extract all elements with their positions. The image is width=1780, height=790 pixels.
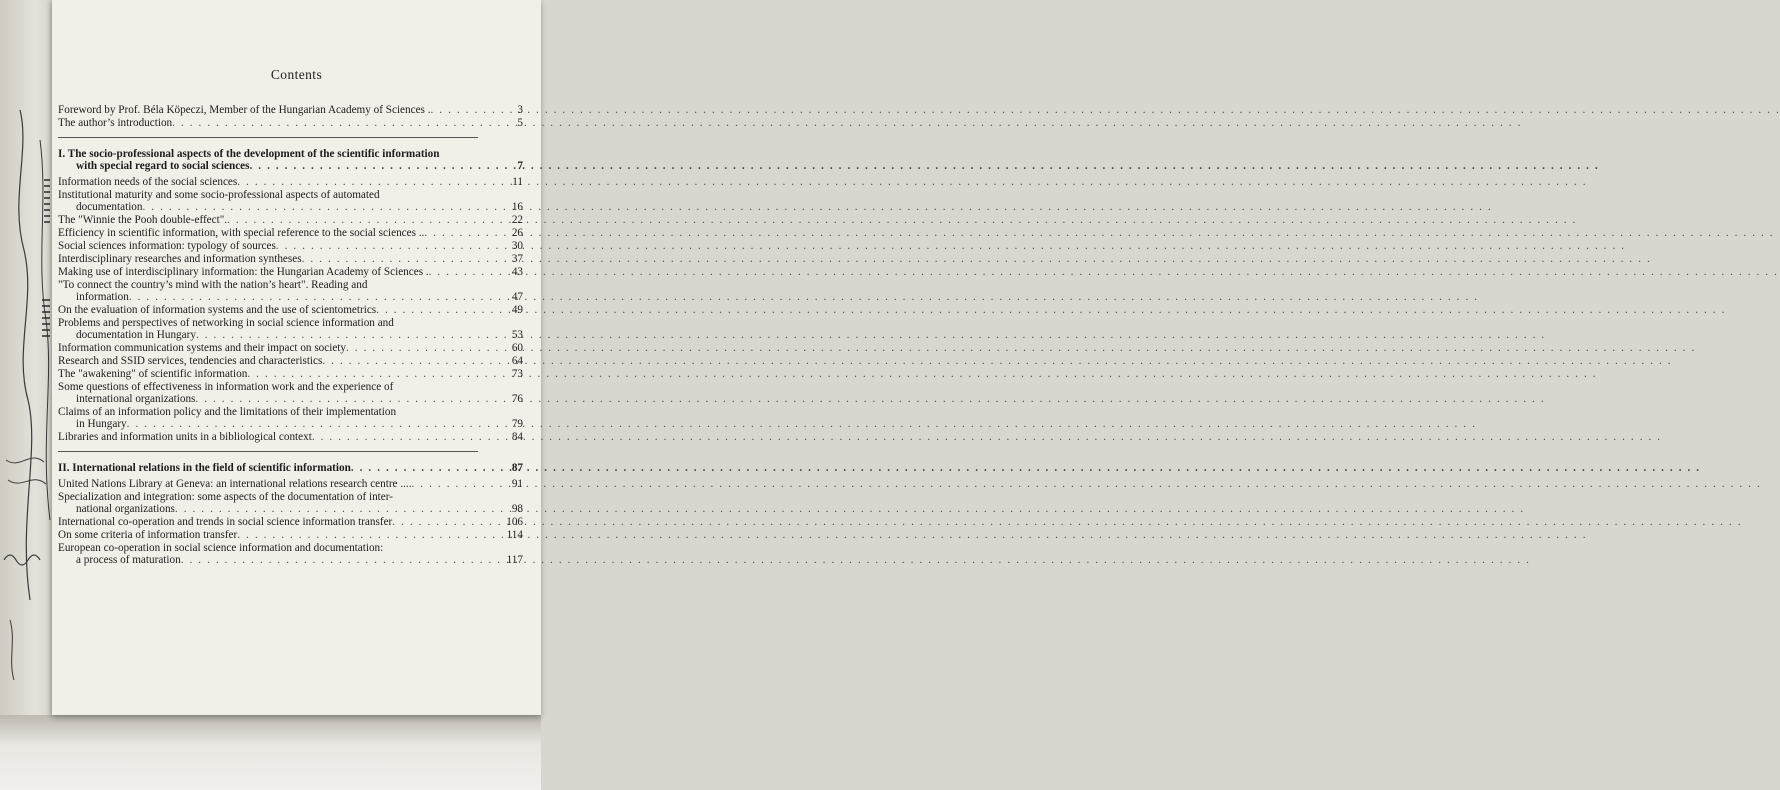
page-number: 49 — [511, 304, 523, 316]
leader-dots — [143, 201, 1493, 213]
page-number: 53 — [511, 329, 523, 341]
toc-entry — [58, 240, 523, 252]
leader-dots — [376, 304, 1726, 316]
leader-dots — [237, 176, 1587, 188]
page-number: 73 — [511, 368, 523, 380]
leader-dots — [392, 516, 1742, 528]
section-title — [58, 148, 523, 172]
leader-dots — [249, 160, 1599, 172]
leader-dots — [195, 393, 1545, 405]
toc-entry — [58, 355, 523, 367]
page-number: 87 — [511, 462, 523, 474]
page-number: 117 — [506, 554, 523, 566]
toc-entry-text: Foreword by Prof. Béla Köpeczi, Member of the Hungarian Academy of Sciences . — [58, 104, 431, 116]
toc-entry-text: The author’s introduction — [58, 117, 173, 129]
divider — [58, 137, 478, 138]
toc-entry-text: a process of maturation — [76, 554, 181, 566]
section-title — [58, 462, 523, 474]
toc-entry — [58, 516, 523, 528]
toc-entry-text: II. International relations in the field of scientific information — [58, 462, 351, 474]
leader-dots — [431, 104, 1780, 116]
page-number: 7 — [517, 160, 523, 172]
page-number: 47 — [511, 291, 523, 303]
leader-dots — [412, 478, 1762, 490]
toc-entry-text: Claims of an information policy and the limitations of their implementation — [58, 406, 397, 418]
toc-entry — [58, 406, 523, 430]
leader-dots — [227, 214, 1577, 226]
page-number: 114 — [506, 529, 523, 541]
toc-entry — [58, 368, 523, 380]
toc-entry — [58, 214, 523, 226]
toc-entry — [58, 317, 523, 341]
page-number: 76 — [511, 393, 523, 405]
toc-entry-text: European co-operation in social science information and documentation: — [58, 542, 384, 554]
contents-heading: Contents — [270, 67, 323, 82]
toc-entry-text: The "Winnie the Pooh double-effect". — [58, 214, 228, 226]
page-number: 43 — [511, 266, 523, 278]
toc-entry-text: in Hungary — [76, 418, 127, 430]
toc-entry-text: documentation in Hungary — [76, 329, 196, 341]
toc-entry — [58, 431, 523, 443]
leader-dots — [351, 462, 1701, 474]
divider — [58, 451, 478, 452]
toc-entry-text: Institutional maturity and some socio-professional aspects of automated — [58, 189, 380, 201]
leader-dots — [196, 329, 1546, 341]
toc-entry-text: Problems and perspectives of networking in social science information and — [58, 317, 394, 329]
page-number: 3 — [517, 104, 523, 116]
toc-entry-text: On the evaluation of information systems and the use of scientometrics — [58, 304, 377, 316]
toc-entry-text: information — [76, 291, 129, 303]
contents-page — [52, 0, 541, 715]
toc-entry-text: documentation — [76, 201, 143, 213]
leader-dots — [237, 529, 1587, 541]
leader-dots — [181, 554, 1531, 566]
leader-dots — [247, 368, 1597, 380]
page-number: 84 — [511, 431, 523, 443]
toc-entry — [58, 176, 523, 188]
page-number: 11 — [512, 176, 523, 188]
toc-entry — [58, 189, 523, 213]
leader-dots — [276, 240, 1626, 252]
page-number: 16 — [511, 201, 523, 213]
toc-entry — [58, 478, 523, 490]
toc-entry-text: Research and SSID services, tendencies and characteristics — [58, 355, 323, 367]
page-number: 64 — [511, 355, 523, 367]
leader-dots — [127, 418, 1477, 430]
leader-dots — [346, 342, 1696, 354]
toc-entry — [58, 104, 523, 116]
toc-entry-text: On some criteria of information transfer — [58, 529, 238, 541]
leader-dots — [429, 266, 1779, 278]
toc-entry-text: The "awakening" of scientific information — [58, 368, 248, 380]
toc-entry-text: "To connect the country’s mind with the nation’s heart". Reading and — [58, 279, 368, 291]
page-number: 98 — [511, 503, 523, 515]
toc-entry-text: national organizations — [76, 503, 175, 515]
toc-entry — [58, 266, 523, 278]
page-number: 79 — [511, 418, 523, 430]
page-number: 26 — [511, 227, 523, 239]
toc-entry-text: Libraries and information units in a bibliological context — [58, 431, 312, 443]
toc-entry-text: Information communication systems and their impact on society — [58, 342, 347, 354]
toc-entry-text: Specialization and integration: some aspects of the documentation of inter- — [58, 491, 393, 503]
toc-entry-text: Social sciences information: typology of sources — [58, 240, 276, 252]
toc-entry — [58, 542, 523, 566]
page-number: 60 — [511, 342, 523, 354]
toc-entry-text: United Nations Library at Geneva: an international relations research centre .... — [58, 478, 412, 490]
toc-entry — [58, 227, 523, 239]
toc-entry — [58, 304, 523, 316]
page-edge — [0, 715, 541, 790]
page-number: 91 — [511, 478, 523, 490]
leader-dots — [129, 291, 1479, 303]
toc-entry — [58, 491, 523, 515]
toc-entry — [58, 381, 523, 405]
toc-entry-text: international organizations — [76, 393, 196, 405]
leader-dots — [172, 117, 1522, 129]
toc-entry-text: Interdisciplinary researches and information syntheses — [58, 253, 302, 265]
table-of-contents — [58, 104, 523, 567]
toc-entry-text: Efficiency in scientific information, with special reference to the social sciences .. — [58, 227, 425, 239]
leader-dots — [175, 503, 1525, 515]
toc-entry-text: International co-operation and trends in social science information transfer — [58, 516, 393, 528]
toc-entry-text: I. The socio-professional aspects of the development of the scientific information — [58, 148, 440, 160]
page-number: 106 — [506, 516, 523, 528]
toc-entry-text: Making use of interdisciplinary information: the Hungarian Academy of Sciences . — [58, 266, 429, 278]
toc-entry — [58, 279, 523, 303]
page-number: 5 — [517, 117, 523, 129]
toc-entry — [58, 253, 523, 265]
toc-entry-text: Some questions of effectiveness in information work and the experience of — [58, 381, 394, 393]
toc-entry-text: Information needs of the social sciences — [58, 176, 238, 188]
toc-entry — [58, 529, 523, 541]
leader-dots — [424, 227, 1774, 239]
toc-entry-text: with special regard to social sciences — [76, 160, 250, 172]
leader-dots — [322, 355, 1672, 367]
page-number: 30 — [511, 240, 523, 252]
page-number: 22 — [511, 214, 523, 226]
toc-entry — [58, 117, 523, 129]
toc-entry — [58, 342, 523, 354]
page-number: 37 — [511, 253, 523, 265]
